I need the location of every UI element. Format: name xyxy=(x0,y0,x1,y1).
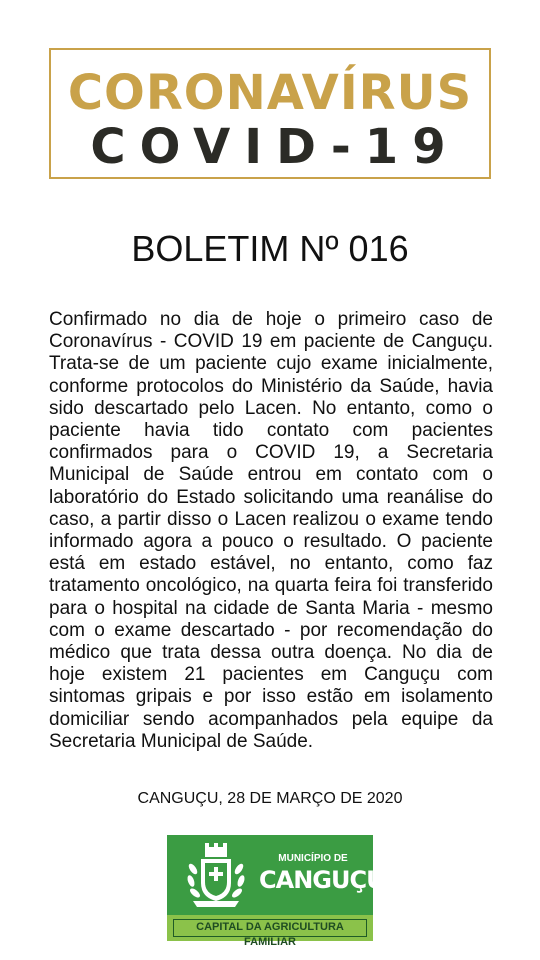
logo-green-panel xyxy=(167,835,385,915)
municipality-logo xyxy=(167,835,385,948)
logo-tagline: CAPITAL DA AGRICULTURA FAMILIAR xyxy=(173,919,367,937)
municipal-coat-of-arms-icon xyxy=(181,841,251,911)
logo-municipio-label: MUNICÍPIO DE xyxy=(278,853,348,864)
banner-title: CORONAVÍRUS xyxy=(67,65,473,121)
bulletin-title: BOLETIM Nº 016 xyxy=(131,228,409,269)
logo-tagline-panel xyxy=(167,915,373,948)
bulletin-date: CANGUÇU, 28 DE MARÇO DE 2020 xyxy=(137,790,403,807)
logo-city-name: CANGUÇU xyxy=(259,866,385,894)
banner-subtitle: COVID-19 xyxy=(90,119,460,175)
bulletin-body: Confirmado no dia de hoje o primeiro caso de Coronavírus - COVID 19 em paciente de Canguçu. Trata-se de um paciente cujo exame inicialmente, conforme protocolos do Ministério da Saúde, havia sido descartado pelo Lacen. No entanto, como o paciente havia tido contato com pacientes confirmados para o COVID 19, a Secretaria Municipal de Saúde entrou em contato com o laboratório do Estado solicitando uma reanálise do caso, a partir disso o Lacen realizou o exame tendo informado agora a pouco o resultado. O paciente está em estado estável, no entanto, como faz tratamento oncológico, na quarta feira foi transferido para o hospital na cidade de Santa Maria - mesmo com o exame descartado - por recomendação do médico que trata dessa outra doença. No dia de hoje existem 21 pacientes em Canguçu com sintomas gripais e por isso estão em isolamento domiciliar sendo acompanhados pela equipe da Secretaria Municipal de Saúde. xyxy=(49,309,493,752)
coronavirus-banner xyxy=(49,48,491,179)
